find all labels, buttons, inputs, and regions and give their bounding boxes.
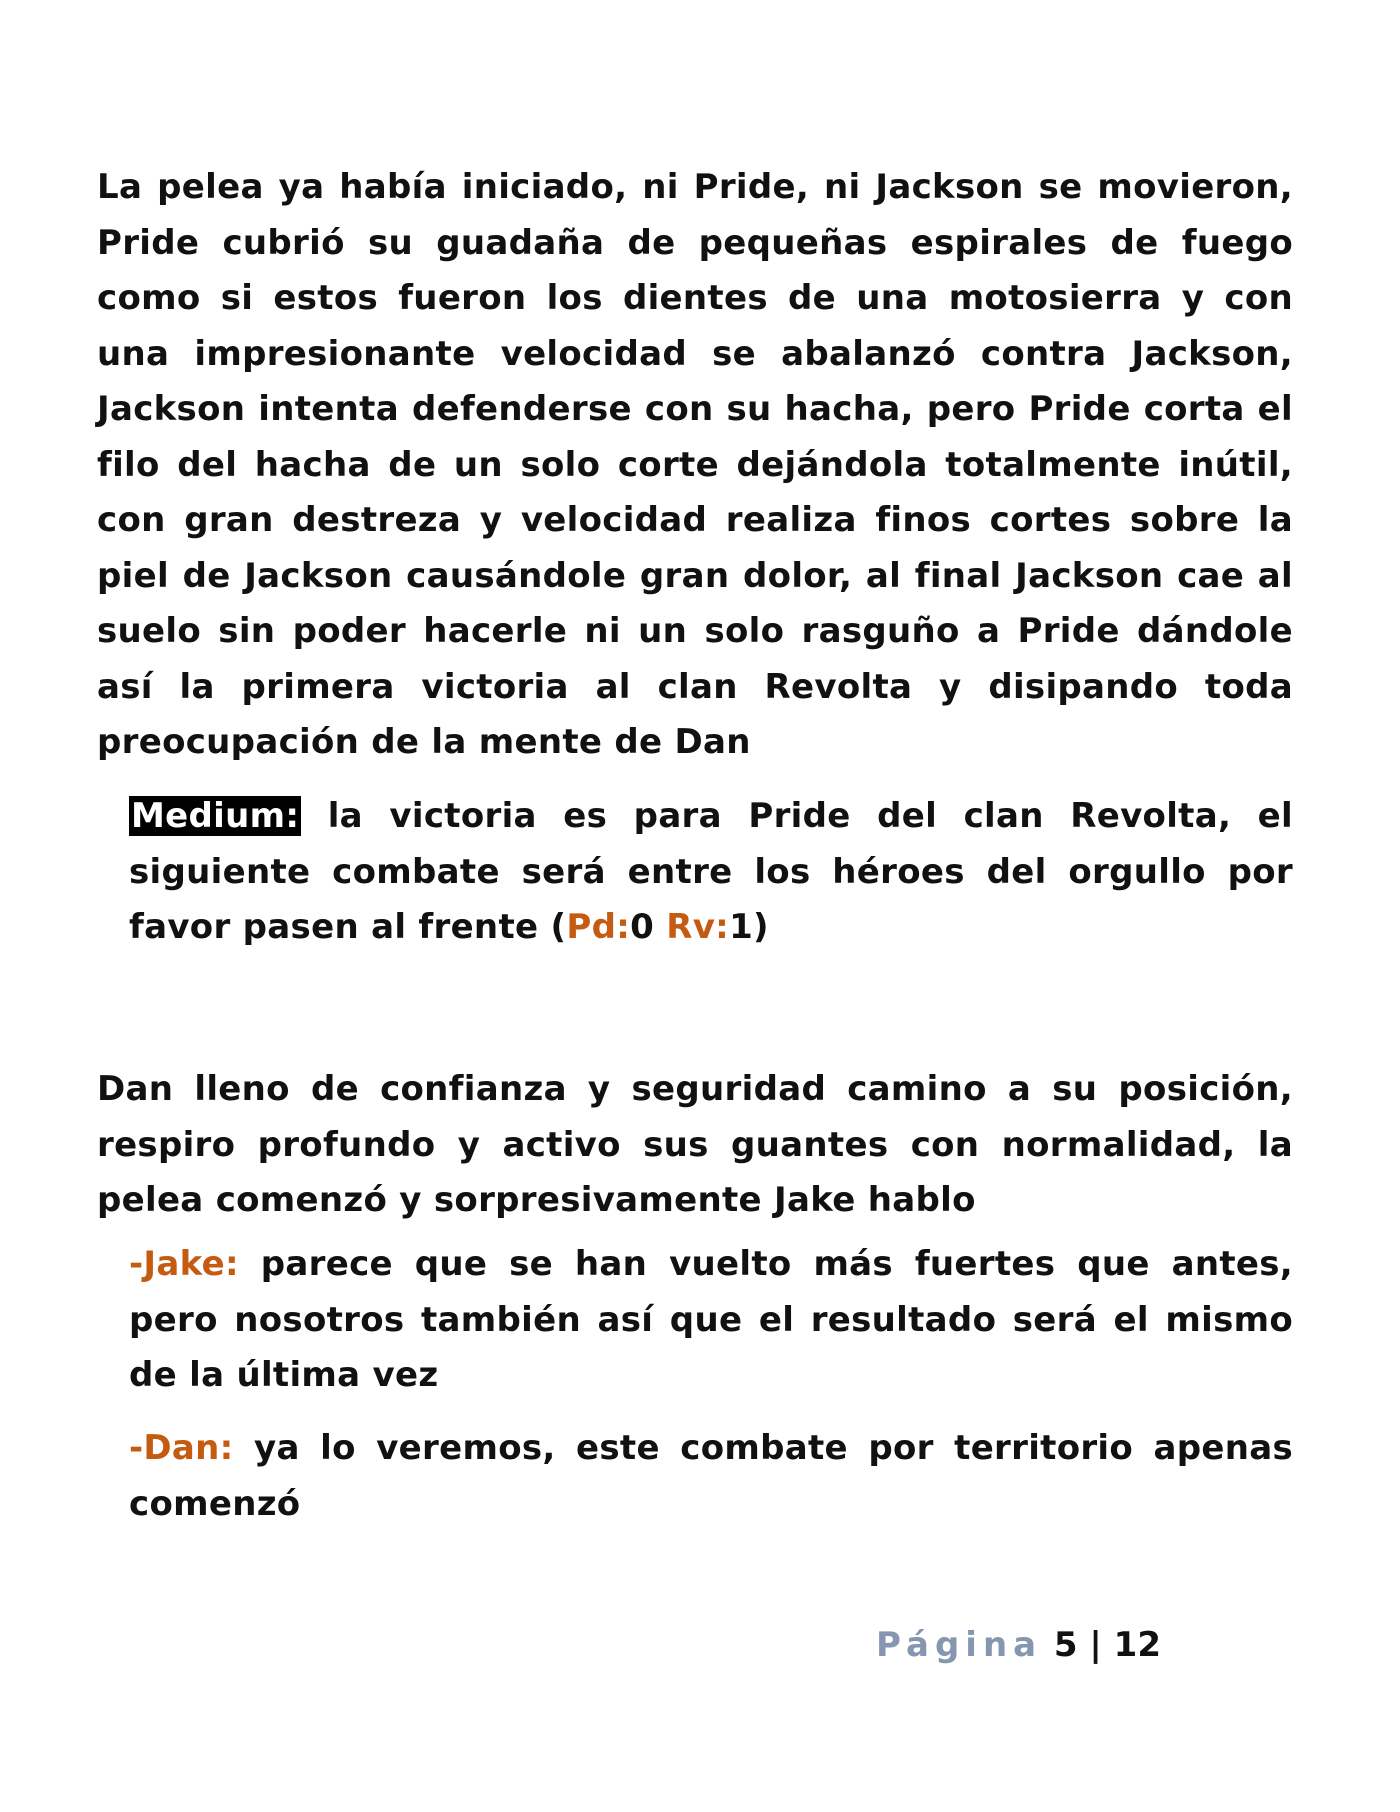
score-rv-label: Rv: [666,907,730,947]
footer-page-word: Página [876,1625,1043,1665]
medium-speaker-label: Medium: [131,796,300,836]
narrative-paragraph-1: La pelea ya había iniciado, ni Pride, ni Jackson se movieron, Pride cubrió su guadaña de pequeñas espirales de fuego como si estos fueron los dientes de una motosierra y con una impresionante velocidad se abalanzó contra Jackson, Jackson intenta defenderse con su hacha, pero Pride corta el filo del hacha de un solo corte dejándola totalmente inútil, con gran destreza y velocidad realiza finos cortes sobre la piel de Jackson causándole gran dolor, al final Jackson cae al suelo sin poder hacerle ni un solo rasguño a Pride dándole así la primera victoria al clan Revolta y disipando toda preocupación de la mente de Dan [97,167,1293,762]
jake-dialogue-text: parece que se han vuelto más fuertes que antes, pero nosotros también así que el resultado será el mismo de la última vez [129,1244,1293,1395]
medium-dialogue [129,789,1293,956]
page-footer [876,1625,1161,1665]
score-pd-label: Pd: [566,907,631,947]
dan-dialogue [129,1421,1293,1532]
medium-dialogue-text: la victoria es para Pride del clan Revolta, el siguiente combate será entre los héroes del orgullo por favor pasen al frente ( [129,796,1293,947]
score-pd-value: 0 [630,907,667,947]
dan-dialogue-text: ya lo veremos, este combate por territorio apenas comenzó [129,1428,1293,1524]
footer-page-number: 5 | 12 [1042,1625,1161,1665]
jake-dialogue [129,1237,1293,1404]
score-rv-value: 1) [729,907,769,947]
narrative-paragraph-2: Dan lleno de confianza y seguridad camino a su posición, respiro profundo y activo sus guantes con normalidad, la pelea comenzó y sorpresivamente Jake hablo [97,1069,1293,1220]
dan-speaker-label: -Dan: [129,1428,234,1468]
jake-speaker-label: -Jake: [129,1244,239,1284]
